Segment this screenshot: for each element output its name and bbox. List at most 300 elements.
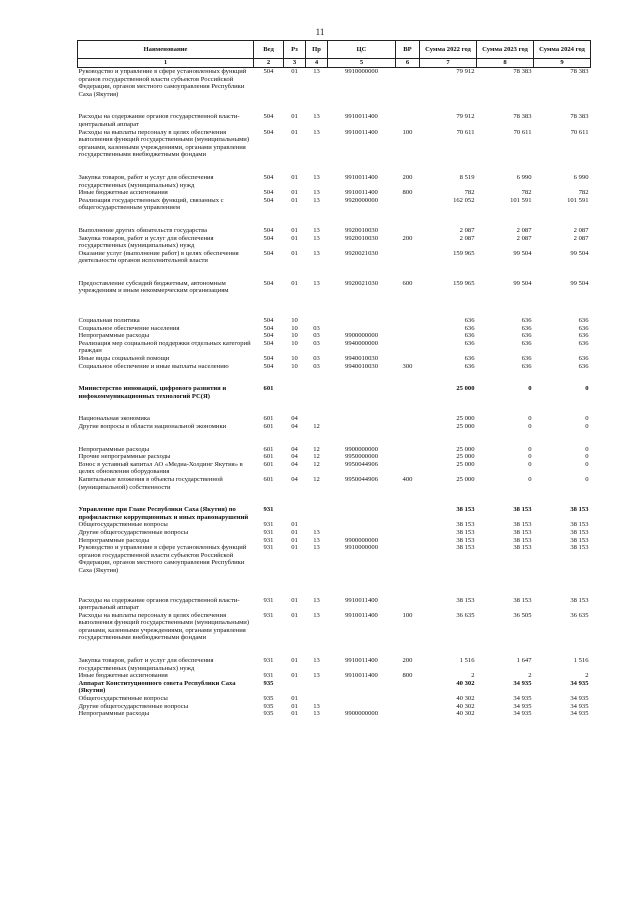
cell-cs: 9910000000: [345, 68, 378, 75]
table-row: [78, 363, 591, 371]
cell-s24: 636: [578, 355, 589, 363]
table-row: [78, 710, 591, 718]
table-row: [78, 657, 591, 672]
cell-rz: 01: [291, 521, 298, 529]
cell-s22: 636: [464, 355, 475, 363]
cell-pr: 13: [313, 226, 320, 234]
header-cell: Наименование: [78, 41, 254, 59]
cell-s22: 636: [464, 317, 475, 325]
cell-pr: 12: [313, 460, 320, 468]
cell-cs: 9920010030: [345, 234, 378, 242]
cell-name: Закупка товаров, работ и услуг для обеспечения государственных (муниципальных) нужд: [78, 234, 214, 250]
header-cell: Сумма 2024 год: [534, 41, 591, 59]
column-number: 2: [254, 59, 284, 68]
cell-rz: 10: [291, 332, 298, 340]
cell-cs: 9950044906: [345, 460, 378, 468]
spacer-row: [78, 431, 591, 446]
cell-vr: 300: [402, 362, 413, 370]
cell-name: Непрограммные расходы: [78, 445, 150, 453]
cell-vr: [396, 332, 420, 340]
table-row: [78, 332, 591, 340]
cell-s24: 636: [578, 317, 589, 325]
page-number: 11: [315, 27, 325, 37]
table-row: [78, 703, 591, 711]
cell-pr: 13: [313, 68, 320, 75]
cell-s22: 8 519: [459, 173, 475, 181]
cell-pr: 13: [313, 544, 320, 552]
cell-s22: 25 000: [456, 385, 475, 393]
cell-cs: 9900000000: [345, 445, 378, 453]
cell-ved: 931: [263, 521, 274, 529]
cell-cs: 9910011400: [345, 128, 378, 136]
cell-s24: 0: [585, 453, 589, 461]
table-row: [78, 453, 591, 461]
cell-rz: 01: [291, 657, 298, 665]
cell-pr: 13: [313, 128, 320, 136]
cell-s23: 2 087: [516, 226, 532, 234]
budget-table-container: [77, 40, 590, 718]
cell-s23: 0: [528, 385, 532, 393]
cell-rz: 01: [291, 196, 298, 204]
cell-s24: 636: [578, 324, 589, 332]
cell-vr: [396, 355, 420, 363]
cell-rz: 01: [291, 249, 298, 257]
cell-rz: 04: [291, 460, 298, 468]
cell-pr: 12: [313, 445, 320, 453]
cell-ved: 504: [263, 249, 274, 257]
cell-s22: 782: [464, 189, 475, 197]
cell-ved: 601: [263, 445, 274, 453]
cell-s22: 38 153: [456, 536, 475, 544]
cell-ved: 931: [263, 657, 274, 665]
spacer-cell: [78, 370, 591, 385]
cell-s22: 40 302: [456, 695, 475, 703]
cell-s24: 70 611: [570, 128, 589, 136]
spacer-cell: [78, 491, 591, 506]
cell-s24: 6 990: [573, 173, 589, 181]
cell-ved: 504: [263, 339, 274, 347]
cell-cs: 9940010030: [345, 355, 378, 363]
cell-cs: 9910011400: [345, 657, 378, 665]
cell-s24: 636: [578, 339, 589, 347]
cell-s23: 0: [528, 475, 532, 483]
cell-vr: [396, 529, 420, 537]
cell-cs: 9910011400: [345, 611, 378, 619]
cell-pr: 13: [313, 536, 320, 544]
cell-s22: 70 611: [456, 128, 475, 136]
cell-name: Социальное обеспечение населения: [78, 324, 180, 332]
cell-cs: [328, 423, 396, 431]
cell-s22: 1 516: [459, 657, 475, 665]
table-row: [78, 355, 591, 363]
cell-cs: 9910011400: [345, 113, 378, 121]
cell-vr: [396, 597, 420, 612]
cell-s23: 38 153: [513, 521, 532, 529]
cell-pr: 12: [313, 475, 320, 483]
cell-pr: 13: [313, 234, 320, 242]
cell-s24: 0: [585, 460, 589, 468]
cell-name: Закупка товаров, работ и услуг для обеспечения государственных (муниципальных) нужд: [78, 173, 214, 189]
cell-ved: 601: [263, 423, 274, 430]
cell-s24: 0: [585, 475, 589, 483]
cell-s23: 99 504: [513, 279, 532, 287]
cell-rz: 10: [291, 362, 298, 370]
cell-name: Общегосударственные вопросы: [78, 695, 168, 703]
table-row: [78, 197, 591, 212]
cell-s24: 0: [585, 445, 589, 453]
cell-cs: [328, 680, 396, 695]
cell-ved: 504: [263, 234, 274, 242]
cell-s24: 38 153: [570, 506, 589, 514]
cell-s24: 34 935: [570, 702, 589, 710]
header-cell: ВР: [396, 41, 420, 59]
cell-cs: [328, 703, 396, 711]
header-cell: ЦС: [328, 41, 396, 59]
cell-rz: 10: [291, 317, 298, 325]
cell-s22: 636: [464, 339, 475, 347]
cell-name: Расходы на выплаты персоналу в целях обеспечения выполнения функций государственными (муниципальными) органами, казенными учреждениями, органами управления государственными внебюджетными фондами: [78, 611, 250, 642]
header-cell: Пр: [306, 41, 328, 59]
cell-vr: [396, 544, 420, 574]
cell-pr: 12: [313, 423, 320, 430]
cell-name: Расходы на содержание органов государственной власти- центральный аппарат: [78, 113, 240, 128]
cell-rz: 01: [291, 702, 298, 710]
cell-cs: [328, 325, 396, 333]
cell-pr: 13: [313, 189, 320, 197]
cell-vr: [396, 446, 420, 454]
cell-s23: 34 935: [513, 710, 532, 718]
cell-s23: 0: [528, 460, 532, 468]
cell-s22: 159 965: [453, 279, 475, 287]
table-body: [78, 68, 591, 718]
cell-name: Предоставление субсидий бюджетным, автономным учреждениям и иным некоммерческим организациям: [78, 279, 229, 295]
cell-ved: 504: [263, 196, 274, 204]
cell-s24: 38 153: [570, 528, 589, 536]
cell-pr: [306, 506, 328, 521]
spacer-cell: [78, 642, 591, 657]
cell-ved: 935: [263, 695, 274, 703]
cell-cs: 9900000000: [345, 332, 378, 340]
cell-rz: 01: [291, 695, 298, 703]
cell-pr: 13: [313, 196, 320, 204]
cell-rz: 01: [291, 279, 298, 287]
cell-pr: 13: [313, 657, 320, 665]
cell-vr: [396, 250, 420, 265]
column-number: 5: [328, 59, 396, 68]
cell-s23: 0: [528, 445, 532, 453]
cell-s22: 636: [464, 332, 475, 340]
table-row: [78, 129, 591, 159]
cell-cs: 9940010030: [345, 362, 378, 370]
cell-rz: 01: [291, 528, 298, 536]
cell-ved: 931: [263, 506, 274, 514]
cell-name: Выполнение других обязательств государства: [78, 226, 208, 234]
table-row: [78, 529, 591, 537]
cell-rz: [284, 385, 306, 400]
cell-s24: 0: [585, 385, 589, 393]
cell-vr: 600: [402, 279, 413, 287]
header-cell: Вед: [254, 41, 284, 59]
cell-rz: [284, 680, 306, 695]
cell-s22: 25 000: [456, 475, 475, 483]
cell-s22: 38 153: [456, 506, 475, 514]
cell-pr: 13: [313, 173, 320, 181]
cell-vr: [396, 703, 420, 711]
table-row: [78, 597, 591, 612]
table-row: [78, 476, 591, 491]
cell-s22: 159 965: [453, 249, 475, 257]
cell-ved: 504: [263, 355, 274, 363]
table-row: [78, 227, 591, 235]
cell-cs: [328, 506, 396, 521]
cell-ved: 504: [263, 324, 274, 332]
cell-s24: 2 087: [573, 234, 589, 242]
cell-name: Иные бюджетные ассигнования: [78, 672, 168, 680]
cell-ved: 504: [263, 332, 274, 340]
cell-pr: [306, 695, 328, 703]
cell-rz: 10: [291, 355, 298, 363]
cell-rz: 01: [291, 544, 298, 552]
table-row: [78, 446, 591, 454]
cell-cs: 9910011400: [345, 596, 378, 604]
cell-s22: 38 153: [456, 528, 475, 536]
cell-ved: 935: [263, 679, 274, 687]
cell-rz: 01: [291, 68, 298, 75]
cell-s22: 38 153: [456, 544, 475, 552]
table-row: [78, 113, 591, 128]
cell-s23: 636: [521, 317, 532, 325]
cell-s22: 25 000: [456, 453, 475, 461]
cell-vr: 200: [402, 234, 413, 242]
cell-cs: 9920000000: [345, 196, 378, 204]
cell-cs: 9910000000: [345, 544, 378, 552]
table-row: [78, 521, 591, 529]
cell-s23: 0: [528, 423, 532, 430]
cell-cs: 9900000000: [345, 710, 378, 718]
spacer-row: [78, 159, 591, 174]
cell-s23: 38 153: [513, 528, 532, 536]
table-row: [78, 189, 591, 197]
cell-s23: 38 153: [513, 596, 532, 604]
cell-s22: 40 302: [456, 710, 475, 718]
cell-pr: [306, 385, 328, 400]
cell-pr: [306, 680, 328, 695]
cell-rz: 01: [291, 596, 298, 604]
spacer-row: [78, 370, 591, 385]
cell-cs: [328, 317, 396, 325]
spacer-cell: [78, 575, 591, 597]
cell-pr: 03: [313, 324, 320, 332]
cell-ved: 504: [263, 317, 274, 325]
cell-s24: 0: [585, 423, 589, 430]
table-row: [78, 537, 591, 545]
cell-name: Социальная политика: [78, 317, 140, 325]
cell-s23: 1 647: [516, 657, 532, 665]
cell-s23: 34 935: [513, 695, 532, 703]
cell-s24: 34 935: [570, 710, 589, 718]
column-number: 1: [78, 59, 254, 68]
cell-s22: 636: [464, 324, 475, 332]
table-row: [78, 325, 591, 333]
spacer-row: [78, 212, 591, 227]
cell-ved: 601: [263, 453, 274, 461]
cell-s24: 36 635: [570, 611, 589, 619]
cell-vr: 100: [402, 611, 413, 619]
cell-pr: [306, 317, 328, 325]
table-row: [78, 280, 591, 295]
cell-s24: 0: [585, 415, 589, 423]
column-number-row: [78, 59, 591, 68]
cell-s23: 2: [528, 672, 532, 680]
spacer-row: [78, 265, 591, 280]
cell-vr: [396, 537, 420, 545]
cell-ved: 504: [263, 128, 274, 136]
cell-s24: 2 087: [573, 226, 589, 234]
cell-s24: 38 153: [570, 536, 589, 544]
spacer-cell: [78, 159, 591, 174]
cell-vr: [396, 680, 420, 695]
cell-vr: [396, 385, 420, 400]
cell-pr: 13: [313, 528, 320, 536]
spacer-row: [78, 98, 591, 113]
cell-name: Закупка товаров, работ и услуг для обеспечения государственных (муниципальных) нужд: [78, 657, 214, 672]
cell-name: Взнос в уставный капитал АО «Медиа-Холдинг Якутия» в целях обновления оборудования: [78, 460, 243, 476]
cell-s23: 636: [521, 332, 532, 340]
cell-s22: 40 302: [456, 702, 475, 710]
cell-pr: 13: [313, 702, 320, 710]
cell-name: Социальное обеспечение и иные выплаты населению: [78, 362, 229, 370]
table-row: [78, 385, 591, 400]
cell-s23: 36 505: [513, 611, 532, 619]
cell-ved: 601: [263, 385, 274, 393]
cell-s23: 99 504: [513, 249, 532, 257]
column-number: 8: [477, 59, 534, 68]
cell-s22: 25 000: [456, 423, 475, 430]
cell-s24: 38 153: [570, 596, 589, 604]
cell-s22: 636: [464, 362, 475, 370]
cell-name: Министерство инноваций, цифрового развития и инфокоммуникационных технологий РС(Я): [78, 385, 227, 400]
cell-s23: 38 153: [513, 506, 532, 514]
cell-cs: [328, 415, 396, 423]
cell-s22: 2 087: [459, 226, 475, 234]
cell-cs: [328, 385, 396, 400]
cell-cs: 9950000000: [345, 453, 378, 461]
spacer-cell: [78, 431, 591, 446]
cell-s24: 782: [578, 189, 589, 197]
cell-rz: 04: [291, 415, 298, 423]
cell-s23: 101 591: [510, 196, 532, 204]
cell-cs: 9920021030: [345, 249, 378, 257]
cell-rz: 04: [291, 453, 298, 461]
cell-ved: 504: [263, 68, 274, 75]
cell-rz: 01: [291, 536, 298, 544]
cell-ved: 935: [263, 702, 274, 710]
cell-ved: 935: [263, 710, 274, 718]
spacer-row: [78, 400, 591, 415]
cell-s24: 101 591: [567, 196, 589, 204]
cell-s23: 0: [528, 453, 532, 461]
table-row: [78, 672, 591, 680]
cell-name: Расходы на выплаты персоналу в целях обеспечения выполнения функций государственными (муниципальными) органами, казенными учреждениями, органами управления государственными внебюджетными фондами: [78, 128, 250, 159]
table-row: [78, 415, 591, 423]
cell-s23: 78 383: [513, 113, 532, 121]
cell-s24: 636: [578, 362, 589, 370]
cell-s22: 25 000: [456, 445, 475, 453]
cell-rz: 01: [291, 113, 298, 121]
cell-vr: 100: [402, 128, 413, 136]
cell-name: Непрограммные расходы: [78, 332, 150, 340]
cell-s24: 78 383: [570, 113, 589, 121]
spacer-cell: [78, 265, 591, 280]
cell-s22: 38 153: [456, 596, 475, 604]
cell-ved: 504: [263, 113, 274, 121]
header-cell: Сумма 2023 год: [477, 41, 534, 59]
cell-vr: [396, 113, 420, 128]
cell-pr: [306, 415, 328, 423]
cell-vr: [396, 695, 420, 703]
cell-s23: 0: [528, 415, 532, 423]
cell-ved: 504: [263, 226, 274, 234]
cell-name: Управление при Главе Республики Саха (Якутия) по профилактике коррупционных и иных правонарушений: [78, 506, 249, 521]
cell-s22: 40 302: [456, 679, 475, 687]
cell-s24: 34 935: [570, 695, 589, 703]
cell-cs: [328, 529, 396, 537]
table-row: [78, 680, 591, 695]
cell-pr: 13: [313, 596, 320, 604]
table-row: [78, 235, 591, 250]
cell-vr: [396, 68, 420, 99]
cell-pr: 03: [313, 332, 320, 340]
cell-name: Общегосударственные вопросы: [78, 521, 168, 529]
cell-s23: 782: [521, 189, 532, 197]
column-number: 6: [396, 59, 420, 68]
cell-rz: 01: [291, 672, 298, 680]
cell-name: Оказание услуг (выполнение работ) в целях обеспечения деятельности органов исполнительной власти: [78, 249, 239, 265]
cell-vr: [396, 710, 420, 718]
cell-vr: 200: [402, 173, 413, 181]
spacer-cell: [78, 295, 591, 317]
cell-s22: 162 052: [453, 196, 475, 204]
cell-rz: 04: [291, 423, 298, 430]
cell-vr: [396, 423, 420, 431]
spacer-row: [78, 295, 591, 317]
cell-s22: 38 153: [456, 521, 475, 529]
cell-name: Реализация государственных функций, связанных с общегосударственным управлением: [78, 196, 224, 212]
cell-s23: 6 990: [516, 173, 532, 181]
cell-rz: 10: [291, 324, 298, 332]
cell-rz: 01: [291, 173, 298, 181]
cell-ved: 504: [263, 189, 274, 197]
cell-ved: 504: [263, 173, 274, 181]
cell-rz: 01: [291, 611, 298, 619]
cell-s24: 34 935: [570, 679, 589, 687]
cell-vr: [396, 461, 420, 476]
cell-ved: 601: [263, 415, 274, 423]
cell-ved: 601: [263, 475, 274, 483]
cell-s22: 79 912: [456, 113, 475, 121]
header-cell: Сумма 2022 год: [420, 41, 477, 59]
cell-cs: 9910011400: [345, 672, 378, 680]
cell-pr: [306, 521, 328, 529]
cell-pr: 03: [313, 355, 320, 363]
spacer-row: [78, 491, 591, 506]
cell-vr: [396, 521, 420, 529]
cell-s22: 25 000: [456, 460, 475, 468]
cell-s22: 79 912: [456, 68, 475, 75]
cell-s24: 38 153: [570, 544, 589, 552]
cell-s24: 2: [585, 672, 589, 680]
cell-name: Руководство и управление в сфере установленных функций органов государственной власти субъектов Российской Федерации, органов местного самоуправления Республики Саха (Якутия): [78, 544, 247, 574]
